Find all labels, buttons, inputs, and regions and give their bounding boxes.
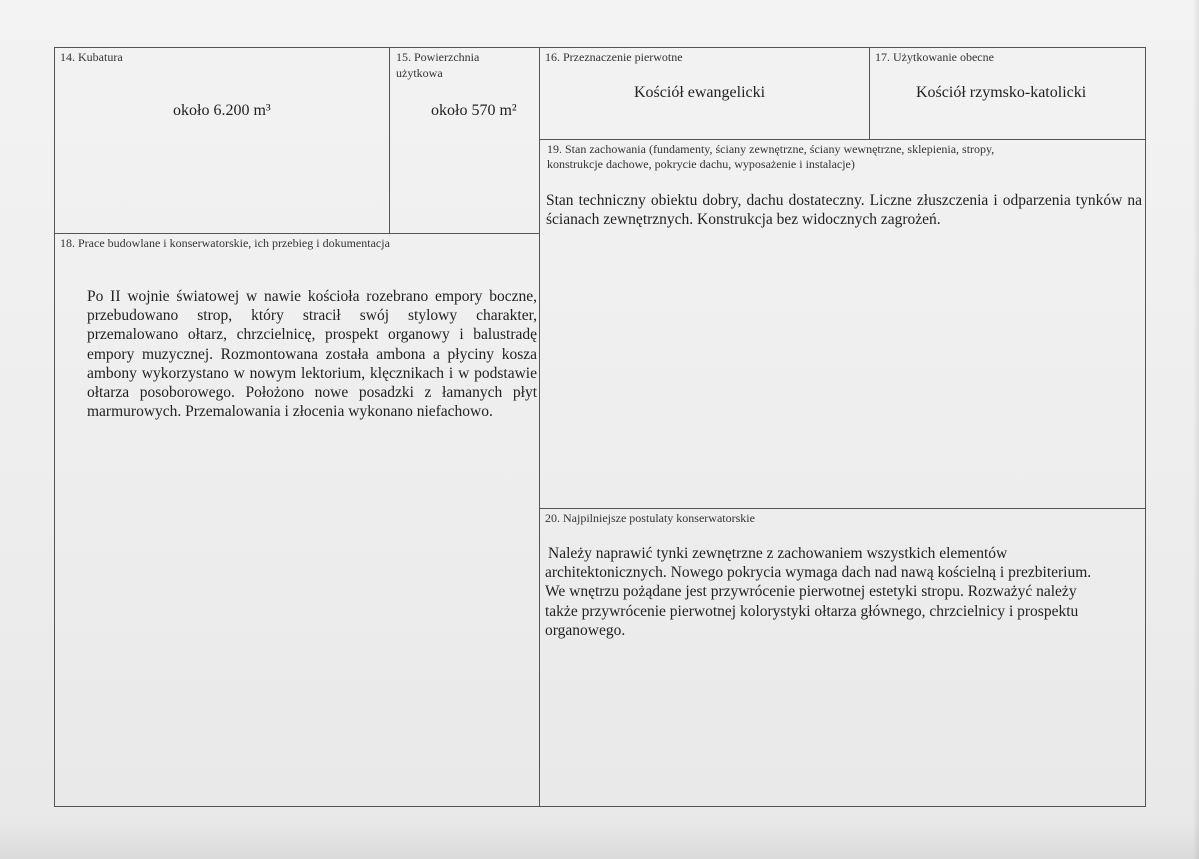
field-15-value: około 570 m²	[431, 102, 517, 119]
field-14-value: około 6.200 m³	[173, 102, 271, 119]
scan-shadow	[0, 820, 1199, 859]
field-18-label: 18. Prace budowlane i konserwatorskie, ich przebieg i dokumentacja	[60, 236, 390, 250]
field-19-label-line1: 19. Stan zachowania (fundamenty, ściany zewnętrzne, ściany wewnętrzne, sklepienia, stropy,	[547, 142, 995, 156]
divider-16-19	[539, 139, 1146, 140]
field-14-label: 14. Kubatura	[60, 50, 123, 64]
field-18-text: Po II wojnie światowej w nawie kościoła rozebrano empory boczne, przebudowano strop, który stracił swój stylowy charakter, przemalowano ołtarz, chrzcielnicę, prospekt organowy i balustradę empory muzycznej. Rozmontowana została ambona a płyciny kosza ambony wykorzystano w nowym lektorium, klęcznikach i w podstawie ołtarza posoborowego. Położono nowe posadzki z łamanych płyt marmurowych. Przemalowania i złocenia wykonano niefachowo.	[87, 288, 537, 421]
field-20-label: 20. Najpilniejsze postulaty konserwatorskie	[545, 511, 755, 525]
field-20-text: Należy naprawić tynki zewnętrzne z zachowaniem wszystkich elementów architektonicznych. Nowego pokrycia wymaga dach nad nawą kościelną i prezbiterium. We wnętrzu pożądane jest przywrócenie pierwotnej estetyki stropu. Rozważyć należy także przywrócenie pierwotnej kolorystyki ołtarza głównego, chrzcielnicy i prospektu organowego.	[545, 545, 1092, 639]
field-19-label-line2: konstrukcje dachowe, pokrycie dachu, wyposażenie i instalacje)	[547, 157, 855, 171]
divider-main-vertical	[539, 47, 540, 807]
field-19-text: Stan techniczny obiektu dobry, dachu dostateczny. Liczne złuszczenia i odparzenia tynków na ścianach zewnętrznych. Konstrukcja bez widocznych zagrożeń.	[546, 192, 1142, 229]
field-16-label: 16. Przeznaczenie pierwotne	[545, 50, 683, 64]
divider-14-18	[54, 233, 539, 234]
divider-16-17	[869, 47, 870, 139]
field-16-value: Kościół ewangelicki	[634, 84, 766, 101]
field-15-label-line2: użytkowa	[396, 66, 443, 80]
scan-edge	[1193, 0, 1199, 859]
field-17-value: Kościół rzymsko-katolicki	[916, 84, 1087, 101]
divider-19-20	[539, 508, 1146, 509]
field-15-label-line1: 15. Powierzchnia	[396, 50, 480, 64]
divider-14-15	[389, 47, 390, 233]
field-17-label: 17. Użytkowanie obecne	[875, 50, 994, 64]
